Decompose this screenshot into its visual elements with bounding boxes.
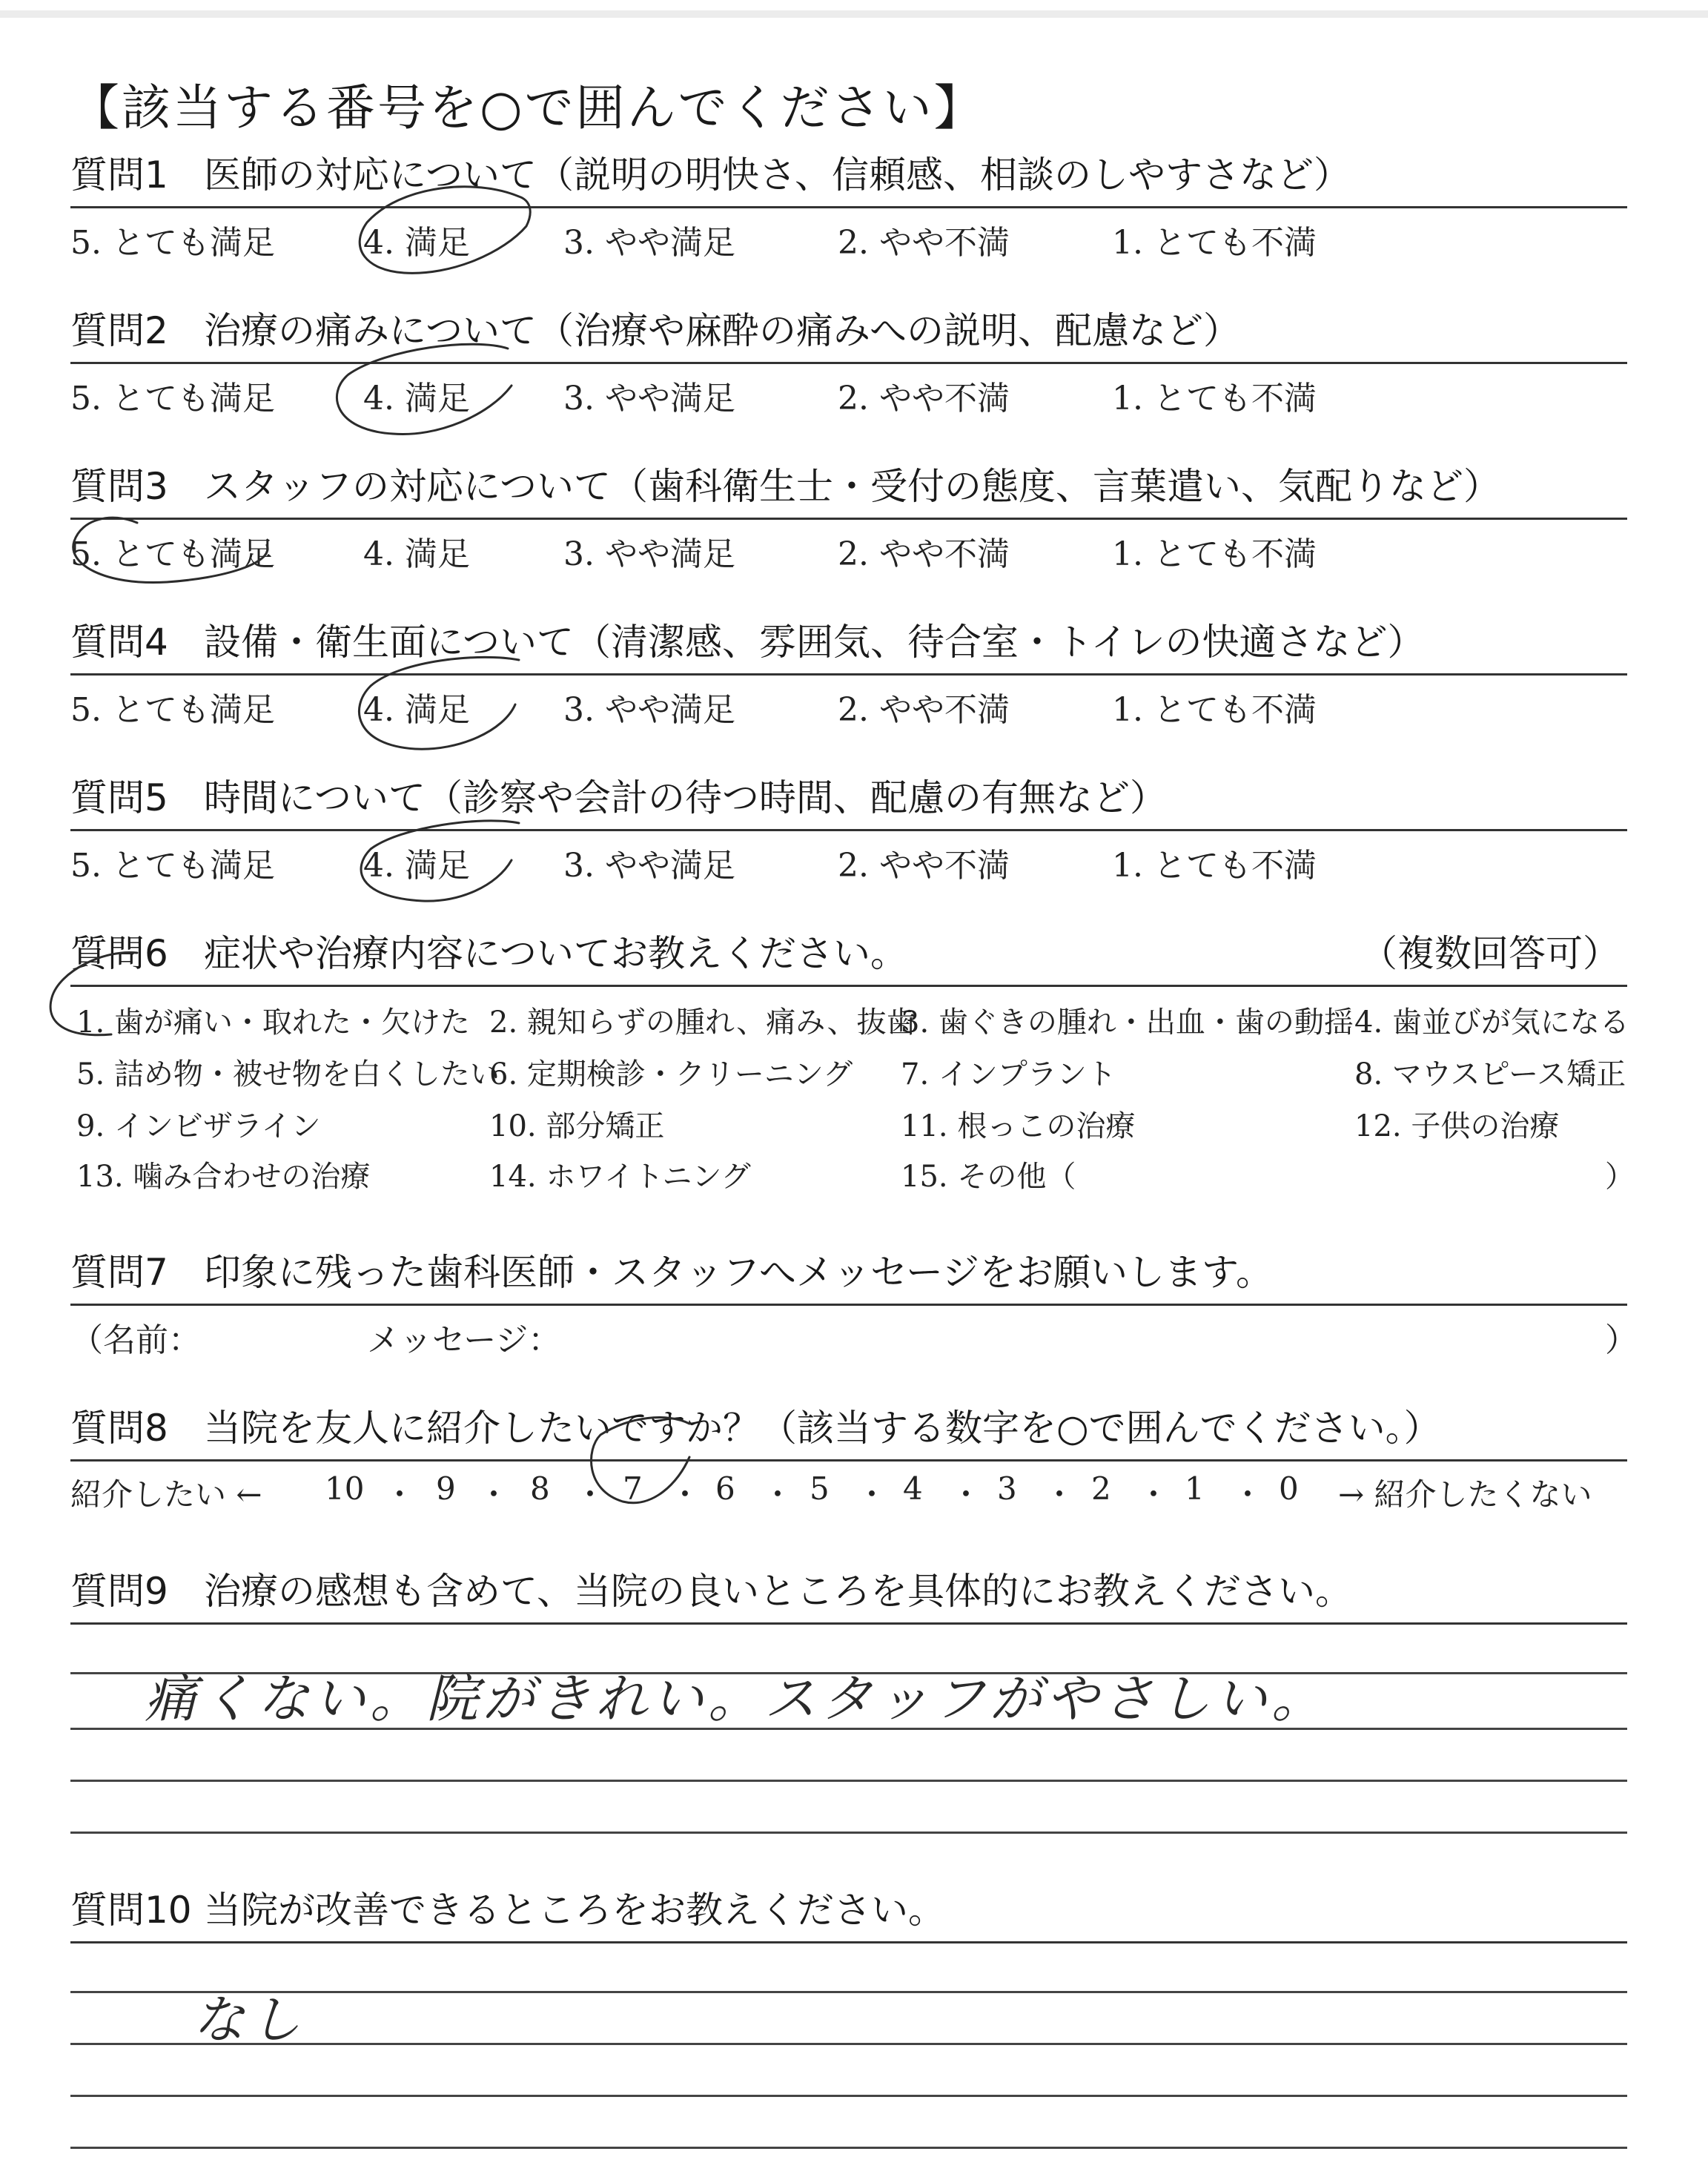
option-5[interactable]: 5. とても満足 <box>70 847 275 885</box>
question-10-header <box>70 1883 1627 1943</box>
question-number: 質問2 <box>70 309 168 352</box>
option-1[interactable]: 1. とても不満 <box>1112 691 1317 729</box>
answer-line <box>70 1832 1627 1834</box>
scale-value[interactable]: 4 <box>903 1470 923 1507</box>
option-2[interactable]: 2. やや不満 <box>838 380 1010 417</box>
question-9-header <box>70 1565 1627 1625</box>
option-2[interactable]: 2. やや不満 <box>838 224 1010 262</box>
option-3[interactable]: 3. やや満足 <box>563 691 735 729</box>
question-9 <box>70 1565 1627 1625</box>
scale-dot: ・ <box>950 1476 982 1513</box>
question-7-header <box>70 1246 1627 1306</box>
question-5-header <box>70 771 1627 831</box>
question-number: 質問1 <box>70 153 168 196</box>
page-title: 【該当する番号を○で囲んでください】 <box>70 79 985 136</box>
scale-dot: ・ <box>669 1476 701 1513</box>
question-number: 質問3 <box>70 465 168 508</box>
symptom-option[interactable]: 8. マウスピース矯正 <box>1354 1057 1626 1091</box>
option-3[interactable]: 3. やや満足 <box>563 535 735 573</box>
question-1 <box>70 148 1627 260</box>
scale-value[interactable]: 3 <box>997 1470 1017 1507</box>
option-2[interactable]: 2. やや不満 <box>838 691 1010 729</box>
question-text: 当院を友人に紹介したいですか？（該当する数字を○で囲んでください。） <box>204 1407 1441 1450</box>
question-4-header <box>70 615 1627 676</box>
scale-value-selected[interactable]: 7 <box>623 1470 643 1507</box>
question-number: 質問6 <box>70 932 168 975</box>
option-5[interactable]: 5. とても満足 <box>70 224 275 262</box>
scale-dot: ・ <box>856 1476 888 1513</box>
question-10 <box>70 1883 1627 1943</box>
option-5[interactable]: 5. とても満足 <box>70 691 275 729</box>
option-4[interactable]: 4. 満足 <box>363 224 470 262</box>
rating-options <box>70 208 1627 260</box>
question-2-header <box>70 304 1627 364</box>
question-5 <box>70 771 1627 883</box>
question-text: 症状や治療内容についてお教えください。 <box>204 932 907 975</box>
rating-options <box>70 831 1627 883</box>
option-4[interactable]: 4. 満足 <box>363 847 470 885</box>
question-number: 質問4 <box>70 621 168 664</box>
scale-value[interactable]: 10 <box>325 1470 365 1507</box>
question-text: スタッフの対応について（歯科衛生士・受付の態度、言葉遣い、気配りなど） <box>204 465 1500 508</box>
option-5[interactable]: 5. とても満足 <box>70 380 275 417</box>
handwritten-answer-q9[interactable]: 痛くない。院がきれい。スタッフがやさしい。 <box>145 1668 1328 1729</box>
option-3[interactable]: 3. やや満足 <box>563 380 735 417</box>
scale-dot: ・ <box>478 1476 510 1513</box>
question-7 <box>70 1246 1638 1359</box>
question-1-header <box>70 148 1627 208</box>
symptom-option[interactable]: 7. インプラント <box>901 1057 1116 1091</box>
symptom-option[interactable]: 5. 詰め物・被せ物を白くしたい <box>76 1057 500 1091</box>
symptom-options <box>70 987 1635 1195</box>
option-2[interactable]: 2. やや不満 <box>838 535 1010 573</box>
scale-value[interactable]: 1 <box>1185 1470 1205 1507</box>
name-label: （名前： <box>70 1321 201 1359</box>
question-text: 設備・衛生面について（清潔感、雰囲気、待合室・トイレの快適さなど） <box>204 621 1425 664</box>
question-number: 質問8 <box>70 1407 168 1450</box>
option-3[interactable]: 3. やや満足 <box>563 224 735 262</box>
question-number: 質問9 <box>70 1570 168 1613</box>
question-number: 質問7 <box>70 1251 168 1294</box>
option-4[interactable]: 4. 満足 <box>363 691 470 729</box>
question-6 <box>70 927 1635 1195</box>
rating-options <box>70 364 1627 416</box>
option-5[interactable]: 5. とても満足 <box>70 535 275 573</box>
option-1[interactable]: 1. とても不満 <box>1112 380 1317 417</box>
message-label: メッセージ： <box>367 1321 561 1359</box>
scale-dot: ・ <box>762 1476 794 1513</box>
message-close-paren: ） <box>1605 1321 1638 1359</box>
option-3[interactable]: 3. やや満足 <box>563 847 735 885</box>
question-text: 治療の感想も含めて、当院の良いところを具体的にお教えください。 <box>204 1570 1352 1613</box>
symptom-option[interactable]: 12. 子供の治療 <box>1354 1109 1560 1143</box>
multiple-answers-note: （複数回答可） <box>1360 932 1620 975</box>
scan-edge <box>0 10 1708 18</box>
answer-line <box>70 1780 1627 1782</box>
message-row <box>70 1306 1638 1359</box>
scale-value[interactable]: 0 <box>1279 1470 1299 1507</box>
question-3-header <box>70 460 1627 520</box>
question-number: 質問10 <box>70 1889 192 1932</box>
option-1[interactable]: 1. とても不満 <box>1112 535 1317 573</box>
other-close-paren: ） <box>1605 1160 1635 1194</box>
scale-dot: ・ <box>1044 1476 1076 1513</box>
symptom-option[interactable]: 3. 歯ぐきの腫れ・出血・歯の動揺 <box>901 1005 1354 1040</box>
question-number: 質問5 <box>70 776 168 819</box>
question-text: 印象に残った歯科医師・スタッフへメッセージをお願いします。 <box>204 1251 1273 1294</box>
question-8 <box>70 1401 1627 1513</box>
rating-options <box>70 676 1627 727</box>
symptom-option[interactable]: 14. ホワイトニング <box>489 1160 751 1194</box>
question-2 <box>70 304 1627 416</box>
symptom-option[interactable]: 9. インビザライン <box>76 1109 321 1143</box>
symptom-option[interactable]: 6. 定期検診・クリーニング <box>489 1057 853 1091</box>
answer-line <box>70 2095 1627 2097</box>
question-4 <box>70 615 1627 727</box>
scale-left-label: 紹介したい ← <box>70 1476 262 1513</box>
question-6-header <box>70 927 1627 987</box>
recommend-scale <box>70 1462 1627 1513</box>
symptom-option[interactable]: 4. 歯並びが気になる <box>1354 1005 1629 1040</box>
scale-dot: ・ <box>575 1476 606 1513</box>
scale-dot: ・ <box>1232 1476 1264 1513</box>
symptom-option[interactable]: 10. 部分矯正 <box>489 1109 665 1143</box>
scale-value[interactable]: 2 <box>1091 1470 1111 1507</box>
option-1[interactable]: 1. とても不満 <box>1112 847 1317 885</box>
scale-value[interactable]: 5 <box>810 1470 830 1507</box>
scale-value[interactable]: 9 <box>436 1470 456 1507</box>
symptom-option[interactable]: 11. 根っこの治療 <box>901 1109 1136 1143</box>
symptom-option[interactable]: 2. 親知らずの腫れ、痛み、抜歯 <box>489 1005 916 1040</box>
rating-options <box>70 520 1627 572</box>
handwritten-answer-q10[interactable]: なし <box>193 1989 305 2050</box>
question-8-header <box>70 1401 1627 1462</box>
symptom-option[interactable]: 13. 噛み合わせの治療 <box>76 1160 371 1194</box>
symptom-option-other[interactable]: 15. その他（ <box>901 1160 1076 1194</box>
option-1[interactable]: 1. とても不満 <box>1112 224 1317 262</box>
symptom-option[interactable]: 1. 歯が痛い・取れた・欠けた <box>76 1005 470 1040</box>
scale-right-label: → 紹介したくない <box>1338 1476 1592 1513</box>
question-3 <box>70 460 1627 572</box>
question-text: 医師の対応について（説明の明快さ、信頼感、相談のしやすさなど） <box>204 153 1351 196</box>
scale-value[interactable]: 8 <box>530 1470 550 1507</box>
option-2[interactable]: 2. やや不満 <box>838 847 1010 885</box>
scale-value[interactable]: 6 <box>715 1470 735 1507</box>
option-4[interactable]: 4. 満足 <box>363 380 470 417</box>
question-text: 当院が改善できるところをお教えください。 <box>204 1889 945 1932</box>
question-text: 時間について（診察や会計の待つ時間、配慮の有無など） <box>204 776 1167 819</box>
question-text: 治療の痛みについて（治療や麻酔の痛みへの説明、配慮など） <box>204 309 1240 352</box>
answer-line <box>70 2147 1627 2149</box>
scale-dot: ・ <box>1138 1476 1170 1513</box>
option-4[interactable]: 4. 満足 <box>363 535 470 573</box>
scale-dot: ・ <box>384 1476 416 1513</box>
